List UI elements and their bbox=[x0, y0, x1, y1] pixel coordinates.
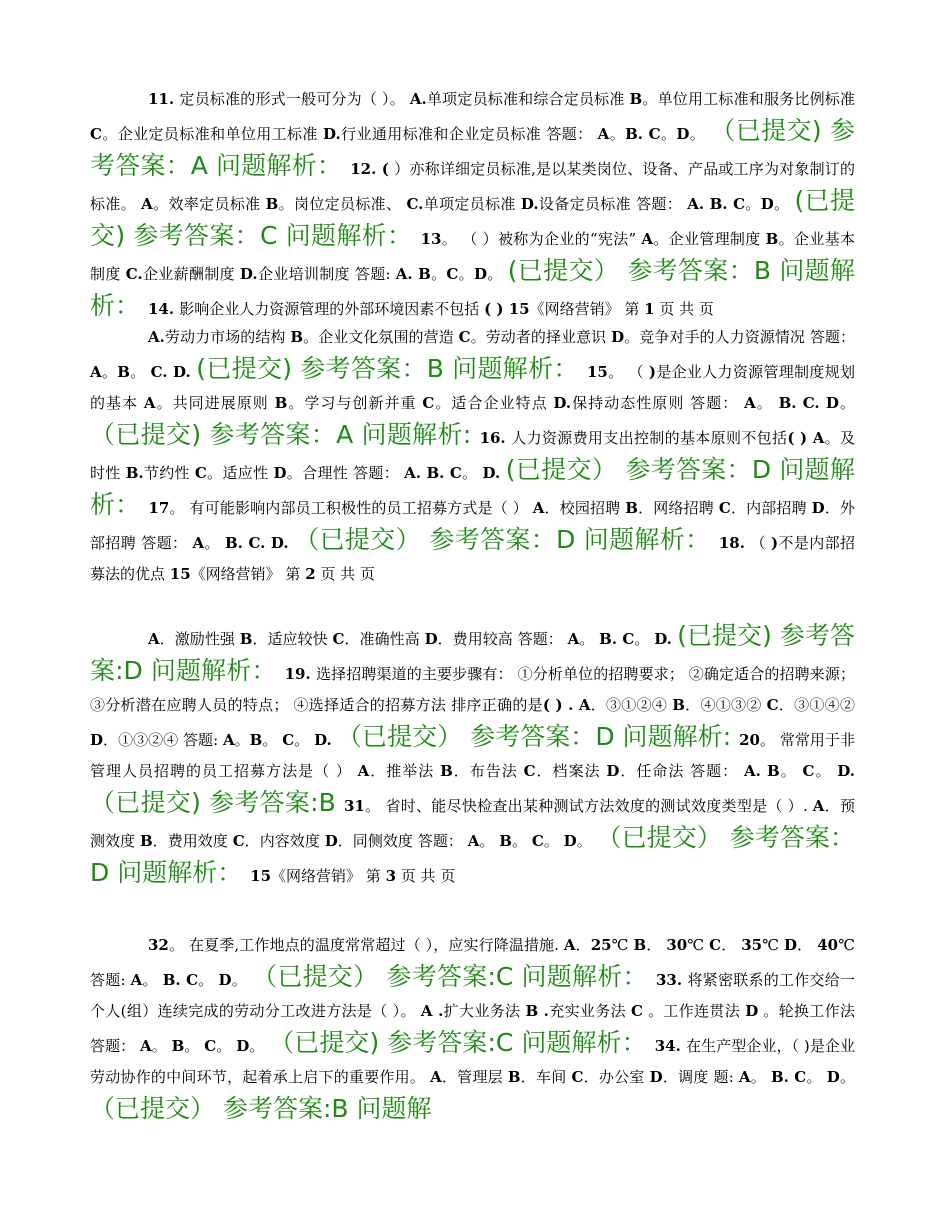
text-run: 。 bbox=[461, 464, 483, 482]
bold-text-run: B bbox=[265, 195, 279, 213]
bold-text-run: 32 bbox=[148, 936, 169, 954]
text-run: 。 bbox=[579, 630, 600, 648]
bold-text-run: 30 bbox=[666, 936, 688, 954]
text-run: ．推举法 bbox=[369, 762, 441, 780]
bold-text-run: ( ) . A bbox=[542, 696, 591, 714]
bold-text-run: D bbox=[424, 630, 438, 648]
text-run: 。 bbox=[231, 971, 253, 989]
bold-text-run: B. C bbox=[162, 971, 199, 989]
text-run: ．布告法 bbox=[452, 762, 524, 780]
text-run: 。 bbox=[689, 125, 711, 143]
bold-text-run: A bbox=[532, 499, 545, 517]
text-run: 节约性 bbox=[143, 464, 195, 482]
text-run: 。 bbox=[294, 731, 315, 749]
bold-text-run: B bbox=[440, 762, 453, 780]
text-run: 。竞争对手的人力资源情况 答题： bbox=[624, 328, 855, 346]
text-run: 不是内部招募法的优点 bbox=[90, 534, 855, 583]
bold-text-run: D. bbox=[553, 394, 572, 412]
bold-text-run: B bbox=[507, 1068, 521, 1086]
answer-annotation: (已提交） 参考答案：B 问题解析： bbox=[90, 256, 855, 320]
bold-text-run: D bbox=[760, 195, 774, 213]
text-run: 是企业人力资源管理制度规划的基本 bbox=[90, 363, 855, 412]
bold-text-run: D. bbox=[239, 265, 258, 283]
text-run: 。企业管理制度 bbox=[652, 230, 766, 248]
page-2-question-block bbox=[90, 322, 855, 590]
text-run: 。 bbox=[151, 1037, 172, 1055]
text-run: 。共同进展原则 bbox=[155, 394, 275, 412]
text-run: 。 bbox=[750, 1068, 771, 1086]
bold-text-run: A bbox=[597, 125, 610, 143]
bold-text-run: A bbox=[563, 936, 576, 954]
bold-text-run: B bbox=[274, 394, 288, 412]
text-run: 。 bbox=[660, 125, 677, 143]
bold-text-run: C bbox=[232, 832, 245, 850]
text-run: ．③①④② bbox=[778, 696, 855, 714]
text-run: ．④①③② bbox=[684, 696, 767, 714]
bold-text-run: A bbox=[641, 230, 653, 248]
bold-text-run: A bbox=[357, 762, 370, 780]
bold-text-run: D bbox=[90, 731, 104, 749]
bold-text-run: A bbox=[141, 195, 153, 213]
text-run: ．办公室 bbox=[583, 1068, 650, 1086]
text-run: 。 （ bbox=[607, 363, 649, 381]
text-run: ．校园招聘 bbox=[544, 499, 626, 517]
bold-text-run: ) bbox=[771, 534, 779, 552]
bold-text-run: D bbox=[324, 832, 338, 850]
text-run: ．内部招聘 bbox=[730, 499, 812, 517]
bold-text-run: B bbox=[290, 328, 304, 346]
text-run: 。 常常用于非管理人员招聘的员工招募方法是（ ） bbox=[90, 731, 855, 780]
bold-text-run: D. bbox=[482, 464, 506, 482]
text-run: ．内容效度 bbox=[244, 832, 325, 850]
text-run: ℃ bbox=[687, 936, 710, 954]
text-run: ．网络招聘 bbox=[637, 499, 719, 517]
bold-text-run: C bbox=[194, 464, 207, 482]
bold-text-run: C bbox=[446, 265, 459, 283]
text-run: 。 bbox=[609, 125, 626, 143]
text-run: ． bbox=[721, 936, 742, 954]
bold-text-run: A . bbox=[420, 1002, 444, 1020]
bold-text-run: D. bbox=[654, 630, 678, 648]
text-run: 。 （ ）被称为企业的“宪法” bbox=[441, 230, 642, 248]
text-run: 。及时性 bbox=[90, 429, 856, 482]
bold-text-run: B bbox=[625, 499, 638, 517]
text-run: 。 bbox=[216, 1037, 237, 1055]
bold-text-run: C bbox=[631, 1002, 643, 1020]
bold-text-run: B. C bbox=[599, 630, 635, 648]
bold-text-run: A. bbox=[409, 90, 427, 108]
bold-text-run: C bbox=[422, 394, 435, 412]
text-run: 。 bbox=[576, 832, 597, 850]
bold-text-run: 15 bbox=[586, 363, 608, 381]
bold-text-run: 25 bbox=[590, 936, 612, 954]
text-run: 单项定员标准和综合定员标准 bbox=[426, 90, 630, 108]
bold-text-run: B. bbox=[125, 464, 144, 482]
text-run: 。 bbox=[458, 265, 474, 283]
answer-annotation: （已提交） 参考答案：D 问题解析： bbox=[90, 823, 855, 887]
text-run: ．任命法 答题： bbox=[619, 762, 744, 780]
bold-text-run: D bbox=[611, 328, 625, 346]
text-run: 。 在夏季,工作地点的温度常常超过（ ），应实行降温措施. bbox=[168, 936, 564, 954]
bold-text-run: B bbox=[171, 1037, 185, 1055]
text-run: 充实业务法 bbox=[548, 1002, 632, 1020]
text-run: 。 bbox=[479, 832, 500, 850]
bold-text-run: C. bbox=[125, 265, 143, 283]
text-run: 。 bbox=[249, 1037, 270, 1055]
text-run: 。学习与创新并重 bbox=[287, 394, 423, 412]
answer-annotation: （已提交) 参考答案：A 问题解析： bbox=[90, 116, 855, 180]
bold-text-run: C bbox=[90, 125, 102, 143]
text-run: ．适应较快 bbox=[252, 630, 333, 648]
text-run: 《网络营销》 第 bbox=[529, 300, 645, 318]
bold-text-run: 2 bbox=[305, 565, 316, 583]
text-run: 。岗位定员标准、 bbox=[278, 195, 407, 213]
bold-text-run: A bbox=[222, 731, 235, 749]
text-run: 扩大业务法 bbox=[443, 1002, 526, 1020]
text-run: 。 bbox=[773, 195, 795, 213]
text-run: ． bbox=[646, 936, 667, 954]
bold-text-run: A bbox=[812, 429, 825, 447]
bold-text-run: A bbox=[738, 1068, 751, 1086]
text-run: 。 bbox=[184, 1037, 205, 1055]
bold-text-run: A bbox=[467, 832, 480, 850]
bold-text-run: C bbox=[802, 762, 815, 780]
bold-text-run: ( ) bbox=[787, 429, 813, 447]
answer-annotation: （已提交） 参考答案：D 问题解析: bbox=[337, 722, 740, 751]
text-run: 企业薪酬制度 bbox=[142, 265, 240, 283]
bold-text-run: B bbox=[239, 630, 253, 648]
bold-text-run: D bbox=[474, 265, 488, 283]
bold-text-run: B. C. D bbox=[778, 394, 839, 412]
bold-text-run: C bbox=[531, 832, 544, 850]
text-run: 定员标准的形式一般可分为（ ）。 bbox=[179, 90, 410, 108]
bold-text-run: B bbox=[117, 363, 130, 381]
bold-text-run: C bbox=[571, 1068, 584, 1086]
bold-text-run: D. bbox=[837, 762, 855, 780]
bold-text-run: 35 bbox=[741, 936, 763, 954]
bold-text-run: C bbox=[766, 696, 779, 714]
bold-text-run: 1 bbox=[644, 300, 655, 318]
text-run: 。 bbox=[779, 762, 803, 780]
bold-text-run: B. C. D. bbox=[224, 534, 295, 552]
bold-text-run: D bbox=[606, 762, 620, 780]
bold-text-run: C bbox=[282, 731, 295, 749]
bold-text-run: B. C bbox=[770, 1068, 807, 1086]
bold-text-run: 18. bbox=[718, 534, 751, 552]
bold-text-run: 15 bbox=[169, 565, 191, 583]
text-run: ）亦称详细定员标准,是以某类岗位、设备、产品或工序为对象制订的标准。 bbox=[90, 160, 856, 213]
text-run: ．管理层 bbox=[441, 1068, 508, 1086]
text-run: 将紧密联系的工作交给一个人(组）连续完成的劳动分工改进方法是（ ）。 bbox=[90, 971, 855, 1020]
bold-text-run: D bbox=[676, 125, 690, 143]
text-run: ℃ bbox=[762, 936, 785, 954]
text-run: （ bbox=[750, 534, 772, 552]
bold-text-run: A bbox=[744, 394, 756, 412]
bold-text-run: C bbox=[709, 936, 722, 954]
answer-annotation: (已提交) 参考答案：C 问题解析： bbox=[90, 186, 855, 250]
bold-text-run: A bbox=[140, 1037, 152, 1055]
text-run: ．车间 bbox=[520, 1068, 572, 1086]
text-run: 。效率定员标准 bbox=[152, 195, 266, 213]
bold-text-run: 15 bbox=[250, 867, 272, 885]
bold-text-run: D bbox=[273, 464, 287, 482]
text-run: 《网络营销》 第 bbox=[271, 867, 386, 885]
text-run: 企业培训制度 答题: bbox=[257, 265, 396, 283]
text-run: 行业通用标准和企业定员标准 答题： bbox=[340, 125, 598, 143]
bold-text-run: B. C bbox=[625, 125, 661, 143]
text-run: 。 bbox=[543, 832, 564, 850]
text-run: 。企业定员标准和单位用工标准 bbox=[101, 125, 323, 143]
text-run: 。 bbox=[262, 731, 283, 749]
text-run: ．外部招聘 答题： bbox=[90, 499, 855, 552]
answer-annotation: （已提交） 参考答案:C 问题解析： bbox=[252, 962, 656, 991]
text-run: 。 bbox=[814, 762, 838, 780]
text-run: 。 bbox=[838, 394, 855, 412]
text-run: 。 bbox=[511, 832, 532, 850]
text-run: ．费用效度 bbox=[152, 832, 233, 850]
bold-text-run: D bbox=[218, 971, 232, 989]
text-run: 劳动力市场的结构 bbox=[164, 328, 291, 346]
bold-text-run: D bbox=[563, 832, 577, 850]
bold-text-run: B bbox=[672, 696, 685, 714]
text-run: 。 bbox=[755, 394, 779, 412]
text-run: 。适应性 bbox=[206, 464, 274, 482]
text-run: 。 bbox=[129, 363, 151, 381]
text-run: 单项定员标准 bbox=[423, 195, 521, 213]
bold-text-run: 16. bbox=[479, 429, 512, 447]
bold-text-run: B bbox=[139, 832, 153, 850]
bold-text-run: ) bbox=[648, 363, 657, 381]
bold-text-run: D. bbox=[322, 125, 341, 143]
bold-text-run: C bbox=[718, 499, 731, 517]
text-run: ℃ bbox=[611, 936, 634, 954]
bold-text-run: A bbox=[812, 797, 825, 815]
bold-text-run: D bbox=[236, 1037, 250, 1055]
text-run: 。 bbox=[198, 971, 219, 989]
bold-text-run: A. B bbox=[395, 265, 431, 283]
bold-text-run: D bbox=[811, 499, 825, 517]
text-run: 。工作连贯法 bbox=[642, 1002, 746, 1020]
bold-text-run: C bbox=[332, 630, 345, 648]
text-run: 。 bbox=[634, 630, 655, 648]
bold-text-run: D. bbox=[520, 195, 539, 213]
text-run: 页 共 页 bbox=[396, 867, 456, 885]
text-run: 页 共 页 bbox=[315, 565, 375, 583]
page-3-question-block bbox=[90, 620, 855, 892]
bold-text-run: B bbox=[765, 230, 779, 248]
answer-annotation: (已提交) 参考答案:D 问题解析： bbox=[90, 621, 855, 685]
bold-text-run: D bbox=[649, 1068, 663, 1086]
bold-text-run: B . bbox=[525, 1002, 549, 1020]
text-run: 。 bbox=[487, 265, 508, 283]
bold-text-run: C. D. bbox=[150, 363, 197, 381]
text-run: 设备定员标准 答题： bbox=[538, 195, 688, 213]
bold-text-run: 33. bbox=[655, 971, 688, 989]
page-1-question-block bbox=[90, 84, 855, 325]
bold-text-run: 20 bbox=[739, 731, 760, 749]
bold-text-run: A bbox=[90, 363, 102, 381]
bold-text-run: C bbox=[523, 762, 536, 780]
bold-text-run: 40 bbox=[817, 936, 839, 954]
bold-text-run: 34. bbox=[654, 1037, 687, 1055]
bold-text-run: C. bbox=[406, 195, 424, 213]
text-run: 。企业基本制度 bbox=[90, 230, 855, 283]
text-run: 。轮换工作法 答题： bbox=[90, 1002, 855, 1055]
text-run: 人力资源费用支出控制的基本原则不包括 bbox=[511, 429, 788, 447]
bold-text-run: 31 bbox=[343, 797, 365, 815]
answer-annotation: （已提交) 参考答案:B bbox=[90, 788, 344, 817]
bold-text-run: 17 bbox=[148, 499, 170, 517]
answer-annotation: (已提交) 参考答案：B 问题解析： bbox=[196, 354, 587, 383]
bold-text-run: 3 bbox=[385, 867, 397, 885]
text-run: ． bbox=[575, 936, 591, 954]
bold-text-run: A bbox=[430, 1068, 442, 1086]
text-run: ．预测效度 bbox=[90, 797, 855, 850]
text-run: 。单位用工标准和服务比例标准 bbox=[642, 90, 855, 108]
bold-text-run: D bbox=[745, 1002, 759, 1020]
bold-text-run: B bbox=[499, 832, 512, 850]
text-run: ．③①②④ bbox=[590, 696, 673, 714]
answer-annotation: （已提交） 参考答案:B 问题解 bbox=[90, 1094, 432, 1123]
bold-text-run: A. B. C bbox=[687, 195, 746, 213]
bold-text-run: D bbox=[826, 1068, 840, 1086]
text-run: 页 共 页 bbox=[654, 300, 714, 318]
text-run: 。 bbox=[142, 971, 163, 989]
text-run: 在生产型企业，（ )是企业劳动协作的中间环节，起着承上启下的重要作用。 bbox=[90, 1037, 855, 1086]
bold-text-run: D. bbox=[314, 731, 338, 749]
answer-annotation: （已提交) 参考答案：A 问题解析: bbox=[90, 420, 480, 449]
text-run: ．档案法 bbox=[535, 762, 607, 780]
text-run: 。合理性 答题： bbox=[286, 464, 405, 482]
bold-text-run: A bbox=[143, 394, 156, 412]
answer-annotation: （已提交) 参考答案:C 问题解析： bbox=[269, 1028, 655, 1057]
answer-annotation: （已提交） 参考答案：D 问题解析： bbox=[294, 525, 719, 554]
bold-text-run: C bbox=[458, 328, 471, 346]
text-run: ． bbox=[797, 936, 818, 954]
text-run: 影响企业人力资源管理的外部环境因素不包括 bbox=[179, 300, 485, 318]
text-run: ．调度 题: bbox=[662, 1068, 739, 1086]
text-run: 。 bbox=[806, 1068, 827, 1086]
text-run: ．同侧效度 答题： bbox=[337, 832, 468, 850]
text-run: ．激励性强 bbox=[159, 630, 240, 648]
text-run: 。 bbox=[430, 265, 447, 283]
bold-text-run: A. B. C bbox=[404, 464, 462, 482]
text-run: 《网络营销》 第 bbox=[190, 565, 306, 583]
page-4-question-block bbox=[90, 930, 855, 1128]
text-run: 。企业文化氛围的营造 bbox=[303, 328, 459, 346]
bold-text-run: B bbox=[633, 936, 647, 954]
text-run: ．费用较高 答题： bbox=[437, 630, 568, 648]
bold-text-run: C bbox=[204, 1037, 217, 1055]
bold-text-run: 12. ( bbox=[350, 160, 395, 178]
text-run: ．①③②④ 答题: bbox=[103, 731, 223, 749]
text-run: 。 省时、能尽快检查出某种测试方法效度的测试效度类型是（ ）. bbox=[364, 797, 813, 815]
text-run: 。适合企业特点 bbox=[434, 394, 554, 412]
answer-annotation: (已提交） 参考答案：D 问题解析： bbox=[90, 455, 855, 519]
text-run: 。 有可能影响内部员工积极性的员工招募方式是（ ） bbox=[169, 499, 533, 517]
text-run: 。 bbox=[204, 534, 225, 552]
text-run: 保持动态性原则 答题： bbox=[571, 394, 745, 412]
text-run: 。 bbox=[745, 195, 761, 213]
bold-text-run: A bbox=[567, 630, 580, 648]
bold-text-run: D bbox=[784, 936, 798, 954]
bold-text-run: 11. bbox=[148, 90, 180, 108]
text-run: 。 bbox=[101, 363, 118, 381]
bold-text-run: 19. bbox=[284, 665, 317, 683]
text-run: 。劳动者的择业意识 bbox=[470, 328, 612, 346]
text-run: 。 bbox=[839, 1068, 855, 1086]
text-run: 选择招聘渠道的主要步骤有： ①分析单位的招聘要求； ②确定适合的招聘来源； ③分析潜在应聘人员的特点； ④选择适合的招募方法 排序正确的是 bbox=[90, 665, 855, 714]
bold-text-run: 13 bbox=[420, 230, 442, 248]
bold-text-run: A. bbox=[148, 328, 165, 346]
bold-text-run: A bbox=[148, 630, 160, 648]
bold-text-run: A bbox=[130, 971, 143, 989]
text-run: ℃ 答题: bbox=[90, 936, 855, 989]
bold-text-run: B bbox=[629, 90, 643, 108]
bold-text-run: A. B bbox=[743, 762, 780, 780]
text-run: ．准确性高 bbox=[344, 630, 425, 648]
bold-text-run: ( ) 15 bbox=[484, 300, 530, 318]
bold-text-run: 14. bbox=[147, 300, 180, 318]
bold-text-run: B bbox=[249, 731, 263, 749]
bold-text-run: A bbox=[192, 534, 205, 552]
text-run: 。 bbox=[234, 731, 250, 749]
